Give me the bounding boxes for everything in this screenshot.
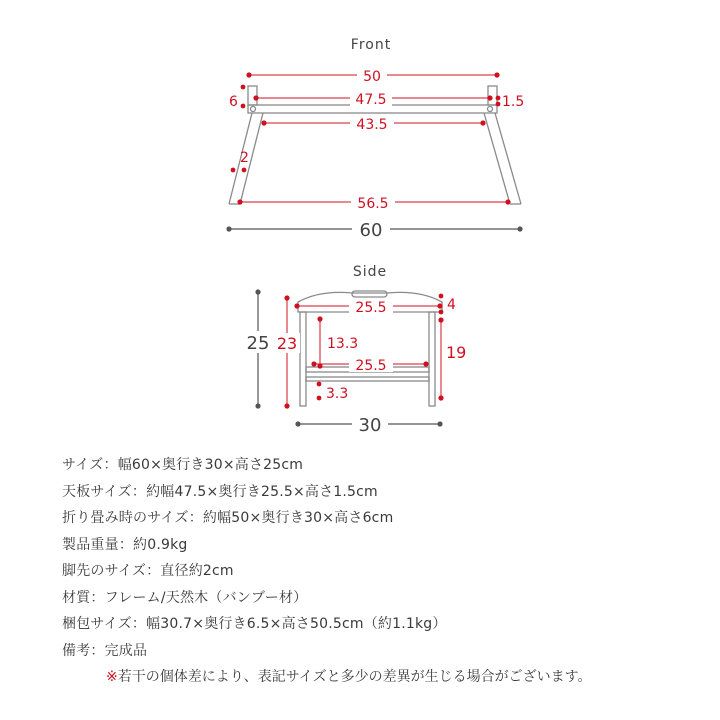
spec-leg-tip-size: 脚先のサイズ：直径約2cm	[62, 563, 234, 579]
dim-label-handle-height: 6	[229, 94, 238, 110]
dim-label-base-width: 56.5	[357, 196, 389, 212]
spec-list	[62, 452, 702, 691]
dim-label-overall-depth: 30	[358, 415, 382, 436]
dim-label-board-width: 47.5	[355, 92, 387, 108]
spec-remarks: 備考：完成品	[62, 642, 148, 659]
dim-label-overall-width: 60	[359, 220, 383, 241]
spec-package-size: 梱包サイズ：幅30.7×奥行き6.5×高さ50.5cm（約1.1kg）	[62, 616, 447, 632]
dim-label-upper-gap: 13.3	[327, 336, 359, 352]
dim-label-rail-depth: 25.5	[355, 358, 387, 374]
dim-label-top-thickness: 4	[447, 297, 456, 313]
side-view-title: Side	[352, 264, 388, 280]
dim-label-top-depth: 25.5	[355, 300, 387, 316]
dim-label-leg-length: 19	[446, 343, 467, 362]
dim-label-bottom-gap: 3.3	[326, 386, 349, 402]
spec-tabletop-size: 天板サイズ：約幅47.5×奥行き25.5×高さ1.5cm	[62, 483, 378, 500]
size-variation-note: ※若干の個体差により、表記サイズと多少の差異が生じる場合がございます。	[106, 669, 592, 685]
spec-weight: 製品重量：約0.9kg	[62, 536, 188, 553]
dim-label-overall-height: 25	[246, 333, 270, 354]
spec-size: サイズ：幅60×奥行き30×高さ25cm	[62, 457, 304, 473]
front-view-dimensions	[226, 67, 524, 241]
spec-folded-size: 折り畳み時のサイズ：約幅50×奥行き30×高さ6cm	[62, 510, 394, 526]
dim-label-leg-height: 23	[276, 334, 298, 353]
dim-label-leg-diameter: 2	[240, 150, 249, 166]
dim-label-rail-width: 43.5	[356, 117, 388, 133]
front-view-title: Front	[350, 37, 392, 53]
dim-label-top-width: 50	[363, 69, 381, 85]
spec-material: 材質：フレーム/天然木（バンブー材）	[62, 589, 308, 606]
dim-label-board-thickness: 1.5	[502, 94, 525, 110]
